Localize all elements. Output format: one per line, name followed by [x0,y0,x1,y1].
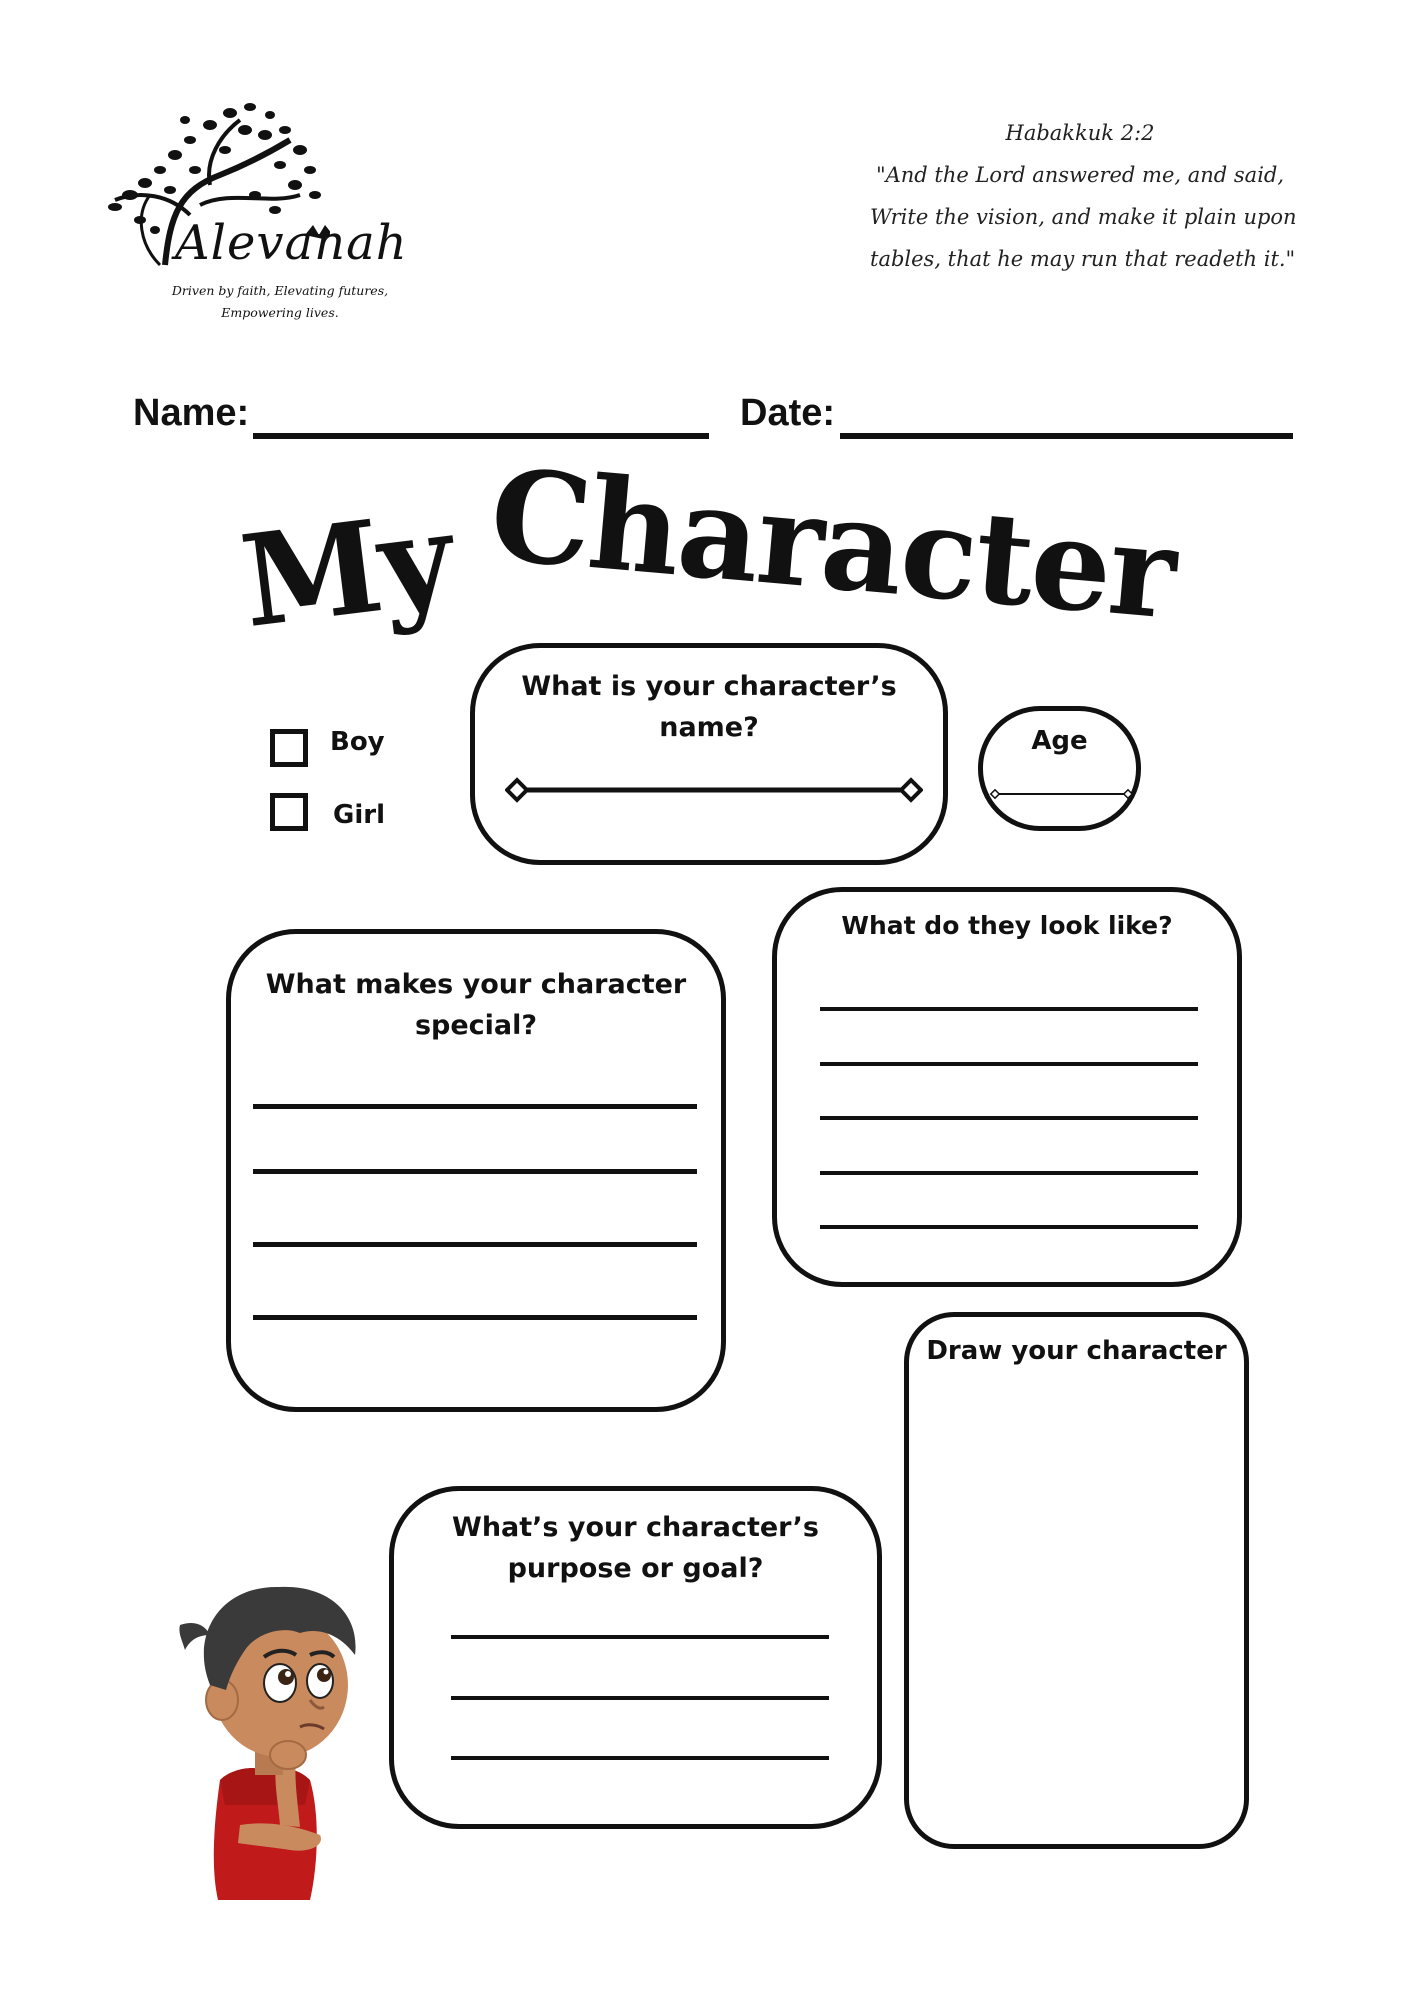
boy-checkbox[interactable] [270,729,308,767]
look-answer-line[interactable] [820,1171,1198,1175]
special-answer-line[interactable] [253,1169,697,1174]
verse-reference: Habakkuk 2:2 [1005,121,1155,145]
bible-verse [870,112,1297,280]
verse-line2: Write the vision, and make it plain upon [870,205,1297,229]
name-answer-line[interactable] [505,776,923,806]
title-word-character: Character [484,440,1180,648]
logo [70,95,408,325]
special-answer-line[interactable] [253,1242,697,1247]
special-question-line2: special? [414,1010,538,1041]
character-name-question: What is your character’s name? [521,671,897,743]
page-title [0,440,1414,656]
goal-question-line1: What’s your character’s [452,1512,819,1543]
logo-tagline-line1: Driven by faith, Elevating futures, [171,283,389,298]
look-box [772,887,1242,1287]
draw-question: Draw your character [926,1336,1227,1366]
logo-tagline-line2: Empowering lives. [221,305,339,320]
logo-tagline [130,280,430,324]
boy-label: Boy [330,727,385,757]
goal-answer-line[interactable] [451,1696,829,1700]
logo-wordmark: Alevanah [175,215,408,271]
draw-box[interactable] [904,1312,1249,1849]
special-question-line1: What makes your character [265,969,687,1000]
date-blank[interactable] [840,433,1293,439]
special-answer-line[interactable] [253,1104,697,1109]
goal-box [389,1486,882,1829]
look-answer-line[interactable] [820,1225,1198,1229]
special-answer-line[interactable] [253,1315,697,1320]
goal-question [394,1507,877,1589]
name-blank[interactable] [253,433,709,439]
goal-answer-line[interactable] [451,1756,829,1760]
name-label: Name: [133,392,250,434]
goal-answer-line[interactable] [451,1635,829,1639]
girl-checkbox[interactable] [270,793,308,831]
look-answer-line[interactable] [820,1116,1198,1120]
special-box [226,929,726,1412]
date-label: Date: [740,392,836,434]
girl-label: Girl [333,800,385,830]
thinking-boy-illustration [160,1565,380,1910]
look-answer-line[interactable] [820,1007,1198,1011]
age-answer-line[interactable] [989,787,1134,801]
goal-question-line2: purpose or goal? [507,1553,764,1584]
special-question [231,964,721,1046]
character-name-box [470,643,948,865]
age-label: Age [1031,726,1088,756]
age-box [978,706,1141,831]
verse-line3: tables, that he may run that readeth it." [870,247,1296,271]
verse-line1: "And the Lord answered me, and said, [875,163,1285,187]
look-answer-line[interactable] [820,1062,1198,1066]
look-question: What do they look like? [841,911,1173,940]
title-word-my: My [234,483,460,656]
